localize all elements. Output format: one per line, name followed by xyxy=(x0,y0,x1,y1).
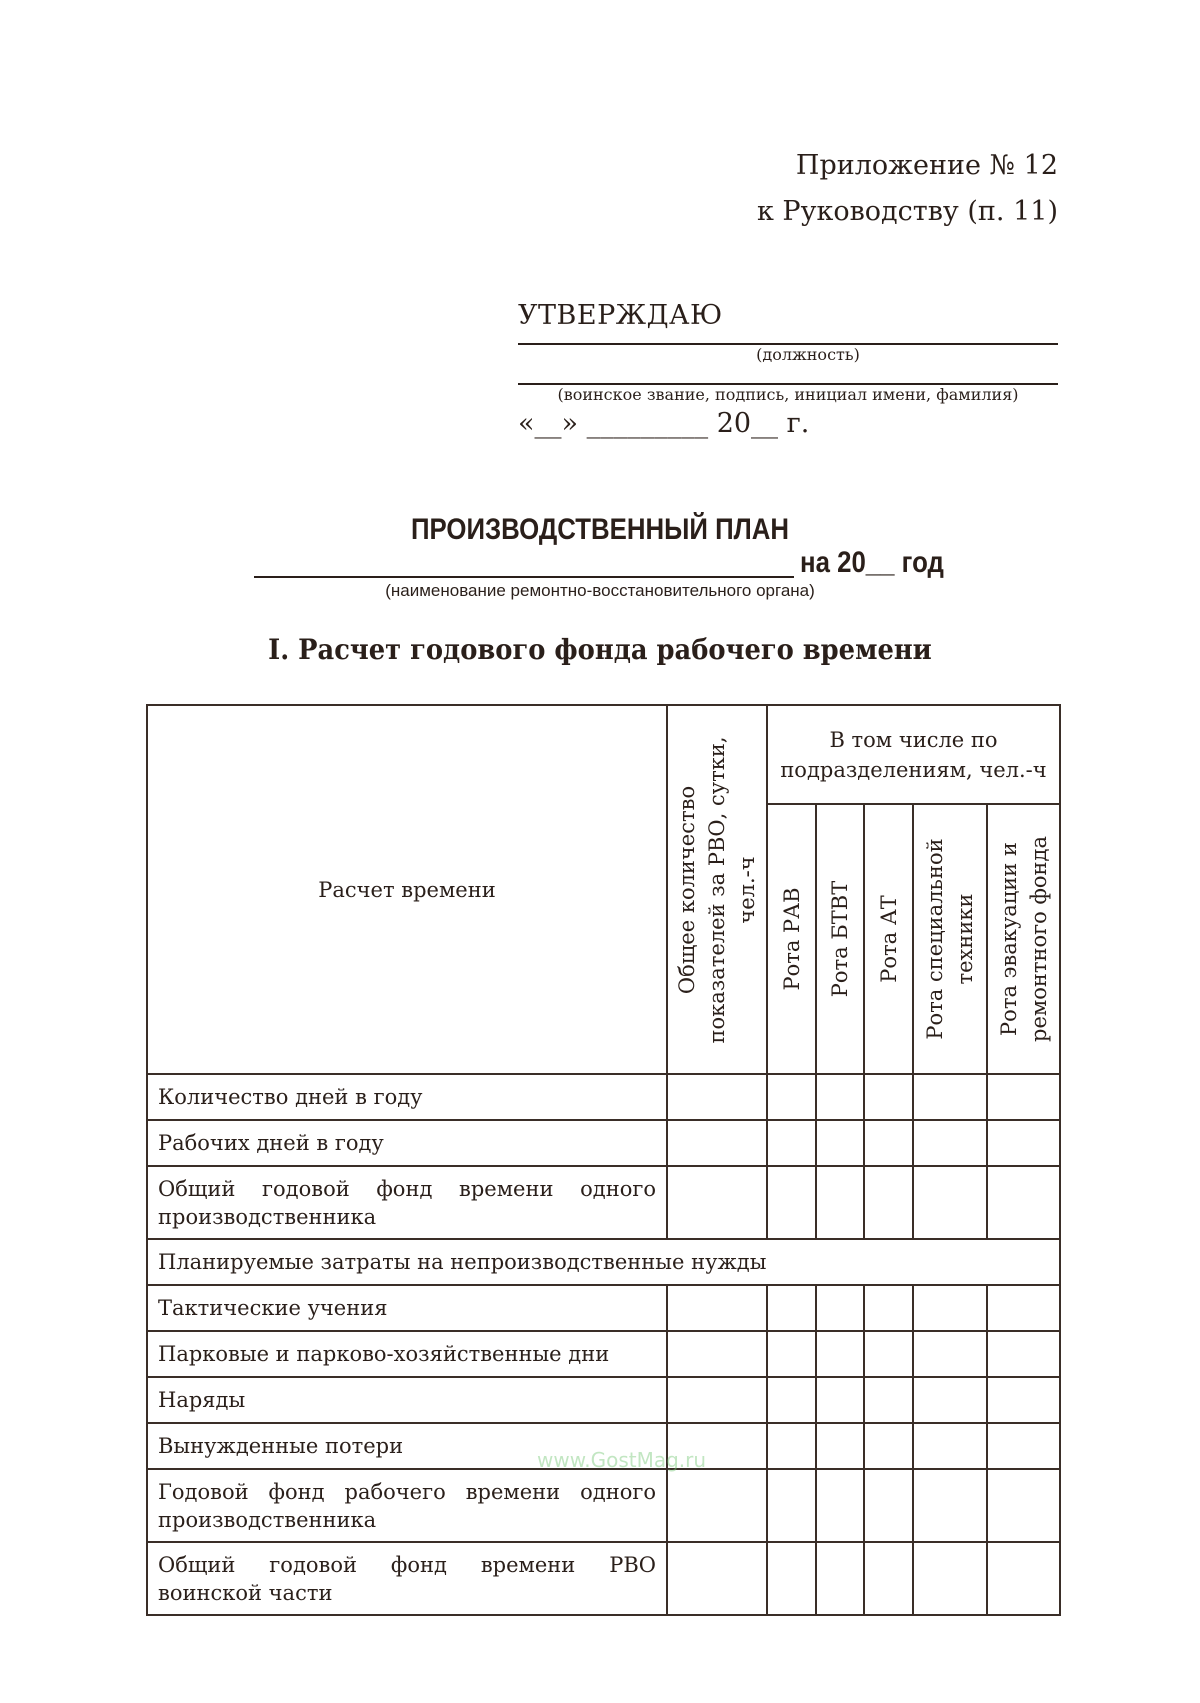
header-unit-rav: Рота РАВ xyxy=(767,804,816,1074)
section-title: I. Расчет годового фонда рабочего времени xyxy=(268,633,932,666)
appendix-reference xyxy=(757,143,1058,235)
row-label: Тактические учения xyxy=(147,1285,667,1331)
unit-value-cell[interactable] xyxy=(767,1166,816,1239)
unit-value-cell[interactable] xyxy=(816,1120,864,1166)
table-row xyxy=(147,1423,1060,1469)
table-row xyxy=(147,1469,1060,1542)
table-row xyxy=(147,1074,1060,1120)
unit-value-cell[interactable] xyxy=(767,1469,816,1542)
unit-value-cell[interactable] xyxy=(913,1166,987,1239)
row-label: Годовой фонд рабочего времени одного производственника xyxy=(147,1469,667,1542)
unit-value-cell[interactable] xyxy=(913,1331,987,1377)
total-value-cell[interactable] xyxy=(667,1166,767,1239)
unit-value-cell[interactable] xyxy=(816,1469,864,1542)
total-value-cell[interactable] xyxy=(667,1074,767,1120)
unit-value-cell[interactable] xyxy=(767,1423,816,1469)
unit-value-cell[interactable] xyxy=(987,1469,1060,1542)
total-value-cell[interactable] xyxy=(667,1331,767,1377)
position-caption: (должность) xyxy=(756,345,860,364)
total-value-cell[interactable] xyxy=(667,1469,767,1542)
table-body xyxy=(147,1074,1060,1615)
appendix-guide-reference: к Руководству (п. 11) xyxy=(756,196,1058,227)
unit-value-cell[interactable] xyxy=(816,1166,864,1239)
header-unit-at: Рота АТ xyxy=(864,804,913,1074)
unit-value-cell[interactable] xyxy=(987,1074,1060,1120)
unit-value-cell[interactable] xyxy=(767,1285,816,1331)
row-label: Планируемые затраты на непроизводственные нужды xyxy=(147,1239,1060,1285)
document-title: ПРОИЗВОДСТВЕННЫЙ ПЛАН xyxy=(410,513,790,546)
unit-value-cell[interactable] xyxy=(864,1120,913,1166)
unit-value-cell[interactable] xyxy=(864,1074,913,1120)
header-unit-special: Рота специальной техники xyxy=(913,804,987,1074)
total-value-cell[interactable] xyxy=(667,1423,767,1469)
table-row xyxy=(147,1239,1060,1285)
unit-value-cell[interactable] xyxy=(913,1285,987,1331)
total-value-cell[interactable] xyxy=(667,1542,767,1615)
unit-value-cell[interactable] xyxy=(913,1423,987,1469)
unit-value-cell[interactable] xyxy=(767,1377,816,1423)
header-unit-evacuation: Рота эвакуации и ремонтного фонда xyxy=(987,804,1060,1074)
table-row xyxy=(147,1285,1060,1331)
row-label: Общий годовой фонд времени одного производственника xyxy=(147,1166,667,1239)
unit-value-cell[interactable] xyxy=(816,1285,864,1331)
unit-value-cell[interactable] xyxy=(767,1074,816,1120)
unit-value-cell[interactable] xyxy=(864,1285,913,1331)
unit-value-cell[interactable] xyxy=(913,1074,987,1120)
signature-caption: (воинское звание, подпись, инициал имени, фамилия) xyxy=(557,385,1019,404)
unit-value-cell[interactable] xyxy=(864,1469,913,1542)
total-value-cell[interactable] xyxy=(667,1120,767,1166)
working-time-table xyxy=(146,704,1061,1616)
unit-value-cell[interactable] xyxy=(987,1120,1060,1166)
unit-value-cell[interactable] xyxy=(864,1423,913,1469)
unit-value-cell[interactable] xyxy=(987,1166,1060,1239)
approval-title: УТВЕРЖДАЮ xyxy=(518,300,723,331)
watermark: www.GostMag.ru xyxy=(537,1448,707,1472)
unit-value-cell[interactable] xyxy=(864,1331,913,1377)
unit-value-cell[interactable] xyxy=(987,1542,1060,1615)
unit-value-cell[interactable] xyxy=(987,1331,1060,1377)
row-label: Количество дней в году xyxy=(147,1074,667,1120)
unit-value-cell[interactable] xyxy=(864,1166,913,1239)
header-unit-btvt: Рота БТВТ xyxy=(816,804,864,1074)
row-label: Рабочих дней в году xyxy=(147,1120,667,1166)
unit-value-cell[interactable] xyxy=(913,1120,987,1166)
header-total-text: Общее количество показателей за РВО, сутки, чел.-ч xyxy=(675,735,759,1044)
unit-value-cell[interactable] xyxy=(864,1542,913,1615)
unit-value-cell[interactable] xyxy=(816,1331,864,1377)
unit-value-cell[interactable] xyxy=(987,1423,1060,1469)
row-label: Общий годовой фонд времени РВО воинской части xyxy=(147,1542,667,1615)
unit-value-cell[interactable] xyxy=(767,1542,816,1615)
unit-value-cell[interactable] xyxy=(913,1542,987,1615)
unit-value-cell[interactable] xyxy=(913,1377,987,1423)
unit-value-cell[interactable] xyxy=(987,1377,1060,1423)
total-value-cell[interactable] xyxy=(667,1285,767,1331)
appendix-number: Приложение № 12 xyxy=(795,150,1058,181)
header-calc-time: Расчет времени xyxy=(147,705,667,1074)
unit-value-cell[interactable] xyxy=(767,1331,816,1377)
table-row xyxy=(147,1120,1060,1166)
table-row xyxy=(147,1331,1060,1377)
organization-caption: (наименование ремонтно-восстановительного органа) xyxy=(385,581,815,600)
unit-value-cell[interactable] xyxy=(816,1423,864,1469)
organization-blank-line[interactable] xyxy=(254,548,794,578)
row-label: Парковые и парково-хозяйственные дни xyxy=(147,1331,667,1377)
table-row xyxy=(147,1377,1060,1423)
row-label: Наряды xyxy=(147,1377,667,1423)
unit-value-cell[interactable] xyxy=(987,1285,1060,1331)
unit-value-cell[interactable] xyxy=(816,1074,864,1120)
total-value-cell[interactable] xyxy=(667,1377,767,1423)
unit-value-cell[interactable] xyxy=(913,1469,987,1542)
unit-value-cell[interactable] xyxy=(864,1377,913,1423)
header-subdivisions: В том числе по подразделениям, чел.-ч xyxy=(767,705,1060,804)
unit-value-cell[interactable] xyxy=(767,1120,816,1166)
unit-value-cell[interactable] xyxy=(816,1377,864,1423)
table-row xyxy=(147,1166,1060,1239)
header-total xyxy=(667,705,767,1074)
plan-year-label: на 20__ год xyxy=(800,546,944,579)
approval-date[interactable]: «__» _________ 20__ г. xyxy=(518,408,810,439)
unit-value-cell[interactable] xyxy=(816,1542,864,1615)
row-label: Вынужденные потери xyxy=(147,1423,667,1469)
table-row xyxy=(147,1542,1060,1615)
approval-block xyxy=(518,300,1058,441)
